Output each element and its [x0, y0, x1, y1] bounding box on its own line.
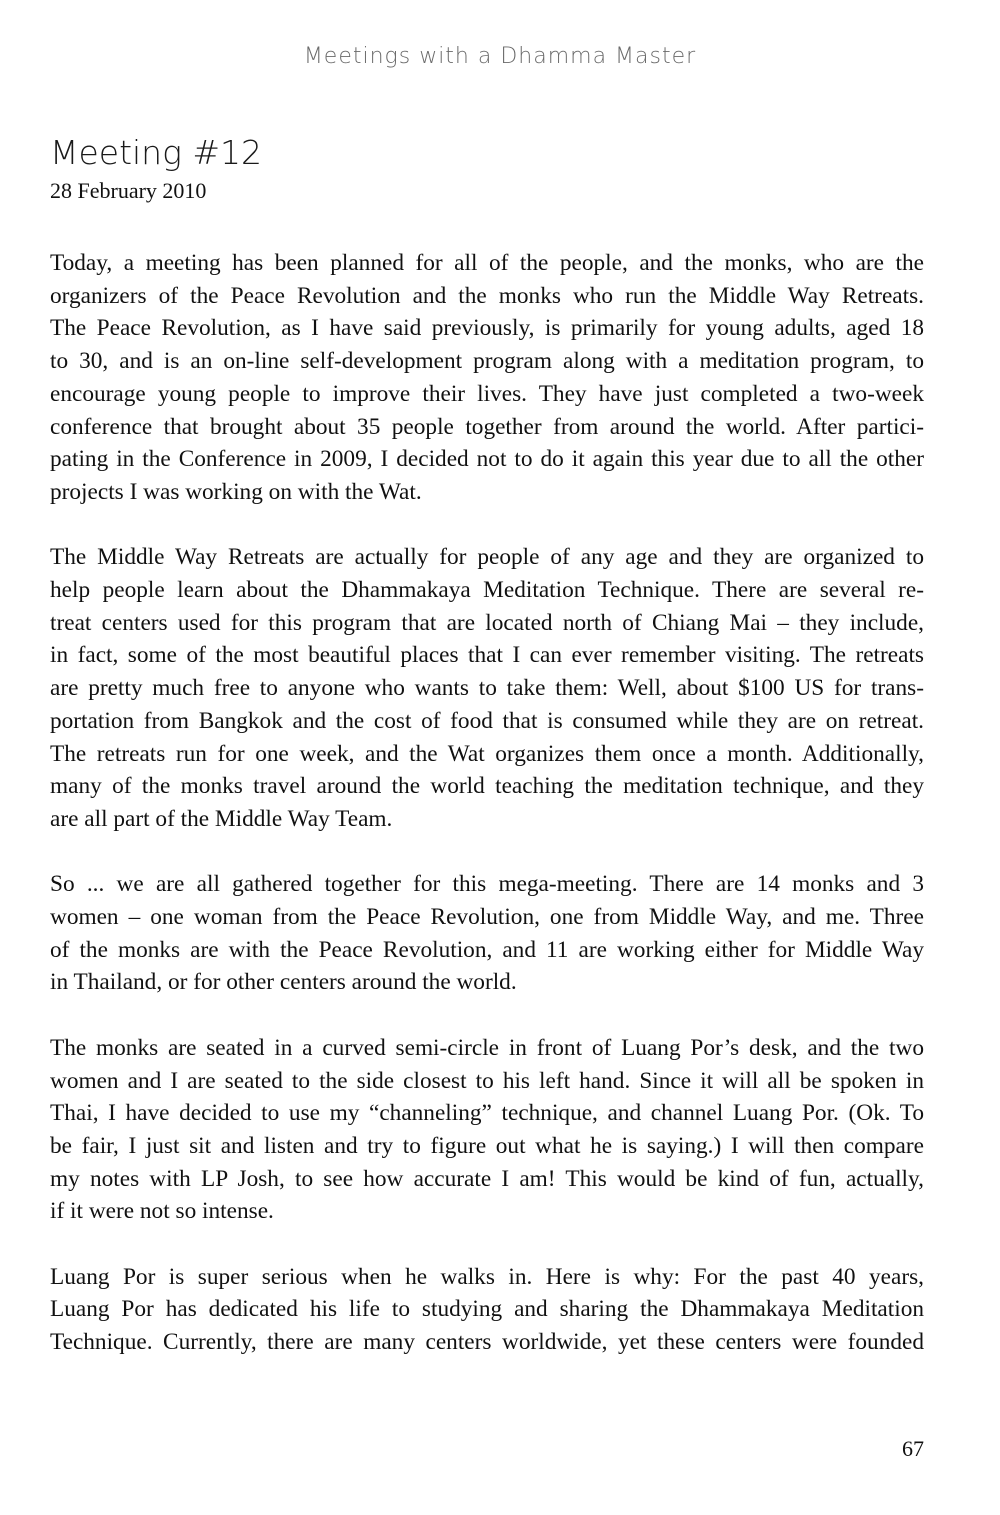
paragraph — [50, 868, 924, 999]
text-line: The Peace Revolution, as I have said previously, is primarily for young adults, aged 18 — [50, 315, 924, 342]
paragraph — [50, 1261, 924, 1359]
text-line: portation from Bangkok and the cost of food that is consumed while they are on retreat. — [50, 707, 924, 734]
paragraph — [50, 541, 924, 835]
text-line: Thai, I have decided to use my “channeling” technique, and channel Luang Por. (Ok. To — [50, 1100, 924, 1127]
text-line: of the monks are with the Peace Revolution, and 11 are working either for Middle Way — [50, 936, 924, 963]
text-line: in fact, some of the most beautiful places that I can ever remember visiting. The retreats — [50, 642, 924, 669]
text-line: be fair, I just sit and listen and try to figure out what he is saying.) I will then compare — [50, 1132, 924, 1159]
chapter-date: 28 February 2010 — [50, 178, 207, 203]
text-line: are pretty much free to anyone who wants to take them: Well, about $100 US for trans- — [50, 675, 924, 702]
text-line: to 30, and is an on-line self-development program along with a meditation program, to — [50, 348, 924, 375]
text-line: conference that brought about 35 people together from around the world. After partici- — [50, 413, 924, 440]
text-line: encourage young people to improve their lives. They have just completed a two-week — [50, 380, 924, 407]
text-line: help people learn about the Dhammakaya Meditation Technique. There are several re- — [50, 577, 924, 604]
text-line: in Thailand, or for other centers around the world. — [50, 969, 517, 996]
text-line: So ... we are all gathered together for this mega-meeting. There are 14 monks and 3 — [50, 871, 924, 898]
text-line: women and I are seated to the side closest to his left hand. Since it will all be spoken in — [50, 1067, 924, 1094]
text-line: women – one woman from the Peace Revolution, one from Middle Way, and me. Three — [50, 904, 924, 931]
text-line: The monks are seated in a curved semi-circle in front of Luang Por’s desk, and the two — [50, 1034, 924, 1061]
text-line: my notes with LP Josh, to see how accurate I am! This would be kind of fun, actually, — [50, 1165, 924, 1192]
text-line: Luang Por is super serious when he walks in. Here is why: For the past 40 years, — [50, 1263, 924, 1290]
text-line: Today, a meeting has been planned for all of the people, and the monks, who are the — [50, 250, 924, 276]
text-line: if it were not so intense. — [50, 1198, 274, 1225]
paragraph — [50, 1032, 924, 1228]
paragraph — [50, 247, 924, 509]
text-line: The Middle Way Retreats are actually for people of any age and they are organized to — [50, 544, 924, 571]
text-line: Luang Por has dedicated his life to studying and sharing the Dhammakaya Meditation — [50, 1296, 924, 1323]
text-line: organizers of the Peace Revolution and the monks who run the Middle Way Retreats. — [50, 282, 924, 309]
text-line: projects I was working on with the Wat. — [50, 478, 422, 505]
running-header: Meetings with a Dhamma Master — [303, 44, 697, 69]
chapter-title: Meeting #12 — [50, 133, 263, 172]
text-line: many of the monks travel around the world teaching the meditation technique, and they — [50, 773, 924, 800]
body-text — [50, 247, 924, 1359]
text-line: pating in the Conference in 2009, I decided not to do it again this year due to all the other — [50, 446, 924, 473]
text-line: are all part of the Middle Way Team. — [50, 805, 393, 832]
text-line: treat centers used for this program that are located north of Chiang Mai – they include, — [50, 609, 924, 636]
page-number: 67 — [902, 1436, 924, 1461]
text-line: Technique. Currently, there are many centers worldwide, yet these centers were founded — [50, 1329, 924, 1356]
text-line: The retreats run for one week, and the Wat organizes them once a month. Additionally, — [50, 740, 924, 767]
